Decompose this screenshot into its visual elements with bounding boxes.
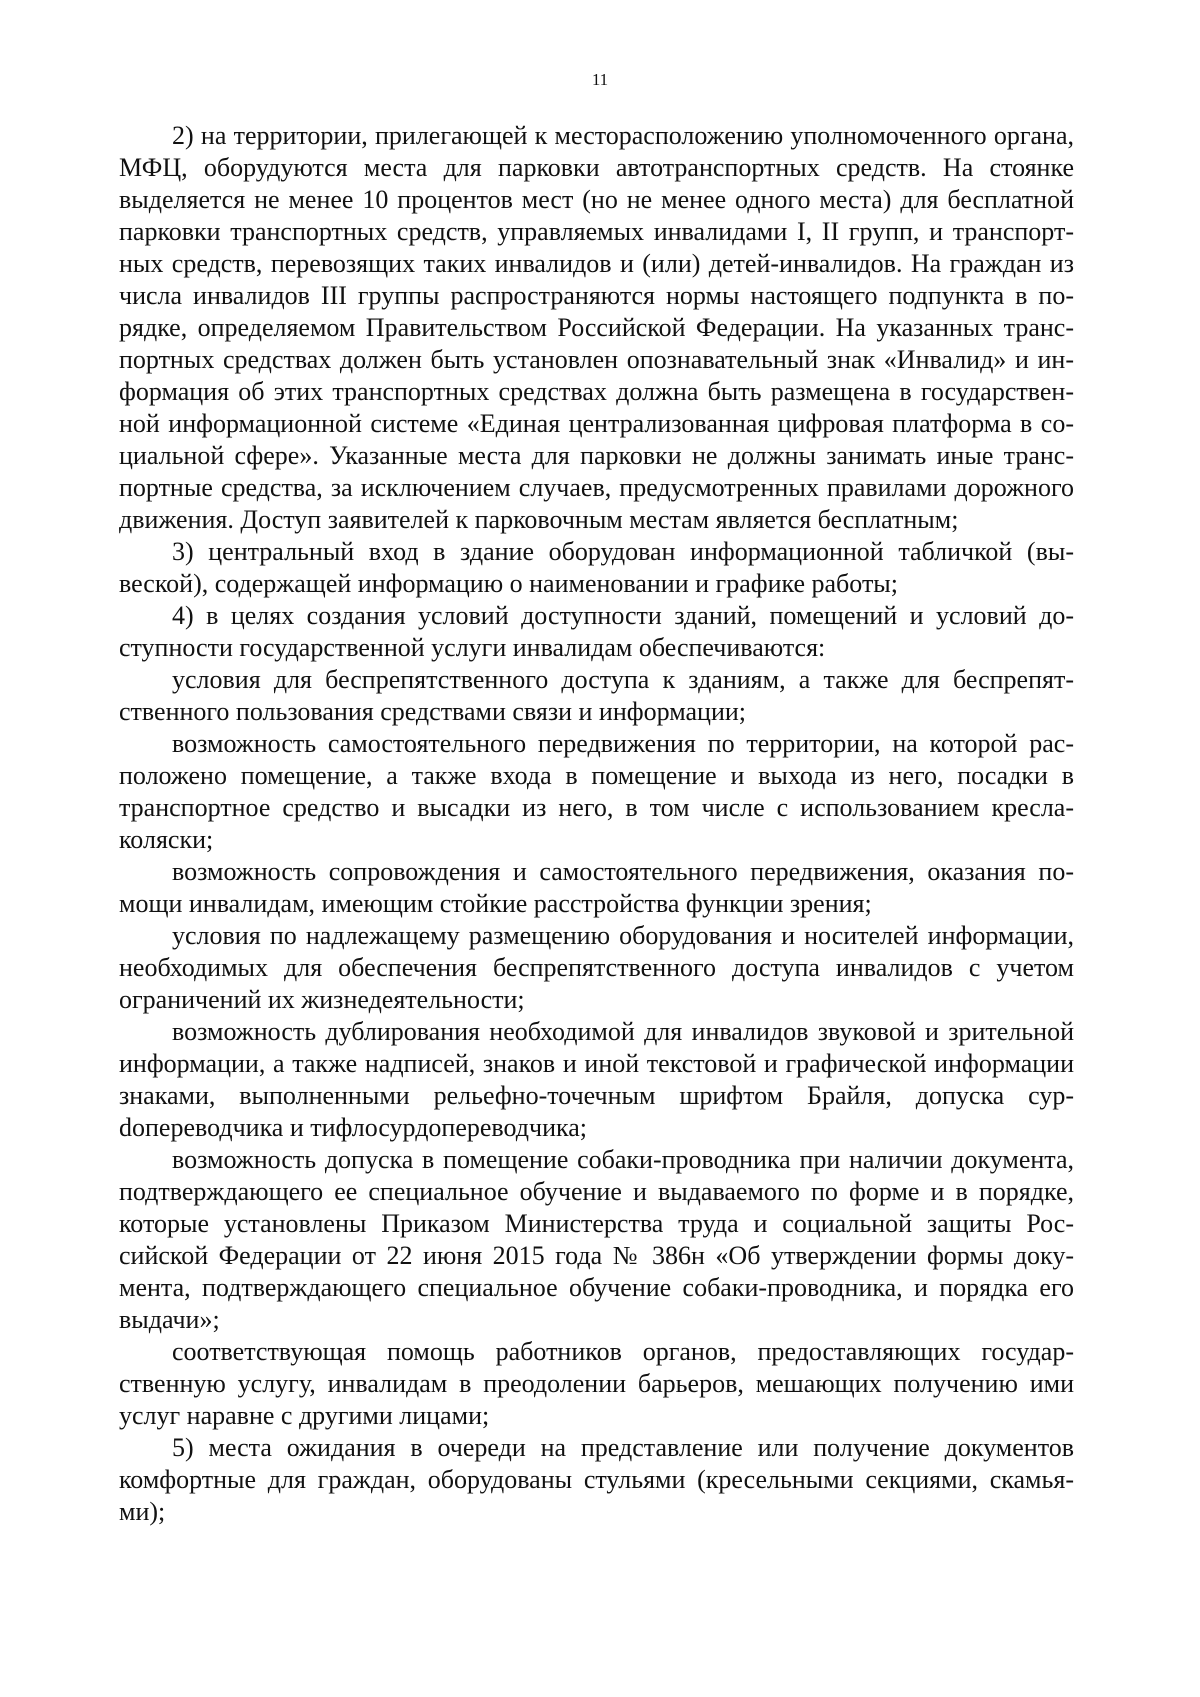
paragraph-waiting-area: 5) места ожидания в очереди на представление или получение документов комфортные для граждан, оборудованы стульями (кресельными секциями, скамьями);: [119, 1433, 1074, 1526]
list-item-independent-movement: возможность самостоятельного передвижения по территории, на которой расположено помещение, а также входа в помещение и выхода из него, посадки в транспортное средство и высадки из него, в том числе с использованием кресла-коляски;: [119, 729, 1074, 854]
document-body: [119, 120, 1074, 1528]
list-item-staff-assistance: соответствующая помощь работников органов, предоставляющих государственную услугу, инвалидам в преодолении барьеров, мешающих получению ими услуг наравне с другими лицами;: [119, 1337, 1074, 1430]
page-number: 11: [591, 70, 609, 89]
list-item-equipment-placement: условия по надлежащему размещению оборудования и носителей информации, необходимых для обеспечения беспрепятственного доступа инвалидов с учетом ограничений их жизнедеятельности;: [119, 921, 1074, 1014]
paragraph-accessibility-intro: 4) в целях создания условий доступности зданий, помещений и условий доступности государственной услуги инвалидам обеспечиваются:: [119, 601, 1074, 662]
list-item-guide-dog: возможность допуска в помещение собаки-проводника при наличии документа, подтверждающего ее специальное обучение и выдаваемого по форме и в порядке, которые установлены Приказом Министерства труда и социальной защиты Российской Федерации от 22 июня 2015 года № 386н «Об утверждении формы документа, подтверждающего специальное обучение собаки-проводника, и порядка его выдачи»;: [119, 1145, 1074, 1334]
list-item-information-duplication: возможность дублирования необходимой для инвалидов звуковой и зрительной информации, а также надписей, знаков и иной текстовой и графической информации знаками, выполненными рельефно-точечным шрифтом Брайля, допуска сурdопереводчика и тифлосурдопереводчика;: [119, 1017, 1074, 1142]
list-item-unobstructed-access: условия для беспрепятственного доступа к зданиям, а также для беспрепятственного пользования средствами связи и информации;: [119, 665, 1074, 726]
list-item-escort-assistance: возможность сопровождения и самостоятельного передвижения, оказания помощи инвалидам, имеющим стойкие расстройства функции зрения;: [119, 857, 1074, 918]
paragraph-parking: 2) на территории, прилегающей к месторасположению уполномоченного органа, МФЦ, оборудуются места для парковки автотранспортных средств. На стоянке выделяется не менее 10 процентов мест (но не менее одного места) для бесплатной парковки транспортных средств, управляемых инвалидами I, II групп, и транспортных средств, перевозящих таких инвалидов и (или) детей-инвалидов. На граждан из числа инвалидов III группы распространяются нормы настоящего подпункта в порядке, определяемом Правительством Российской Федерации. На указанных транспортных средствах должен быть установлен опознавательный знак «Инвалид» и информация об этих транспортных средствах должна быть размещена в государственной информационной системе «Единая централизованная цифровая платформа в социальной сфере». Указанные места для парковки не должны занимать иные транспортные средства, за исключением случаев, предусмотренных правилами дорожного движения. Доступ заявителей к парковочным местам является бесплатным;: [119, 121, 1074, 534]
paragraph-entrance-sign: 3) центральный вход в здание оборудован информационной табличкой (вывеской), содержащей информацию о наименовании и графике работы;: [119, 537, 1074, 598]
